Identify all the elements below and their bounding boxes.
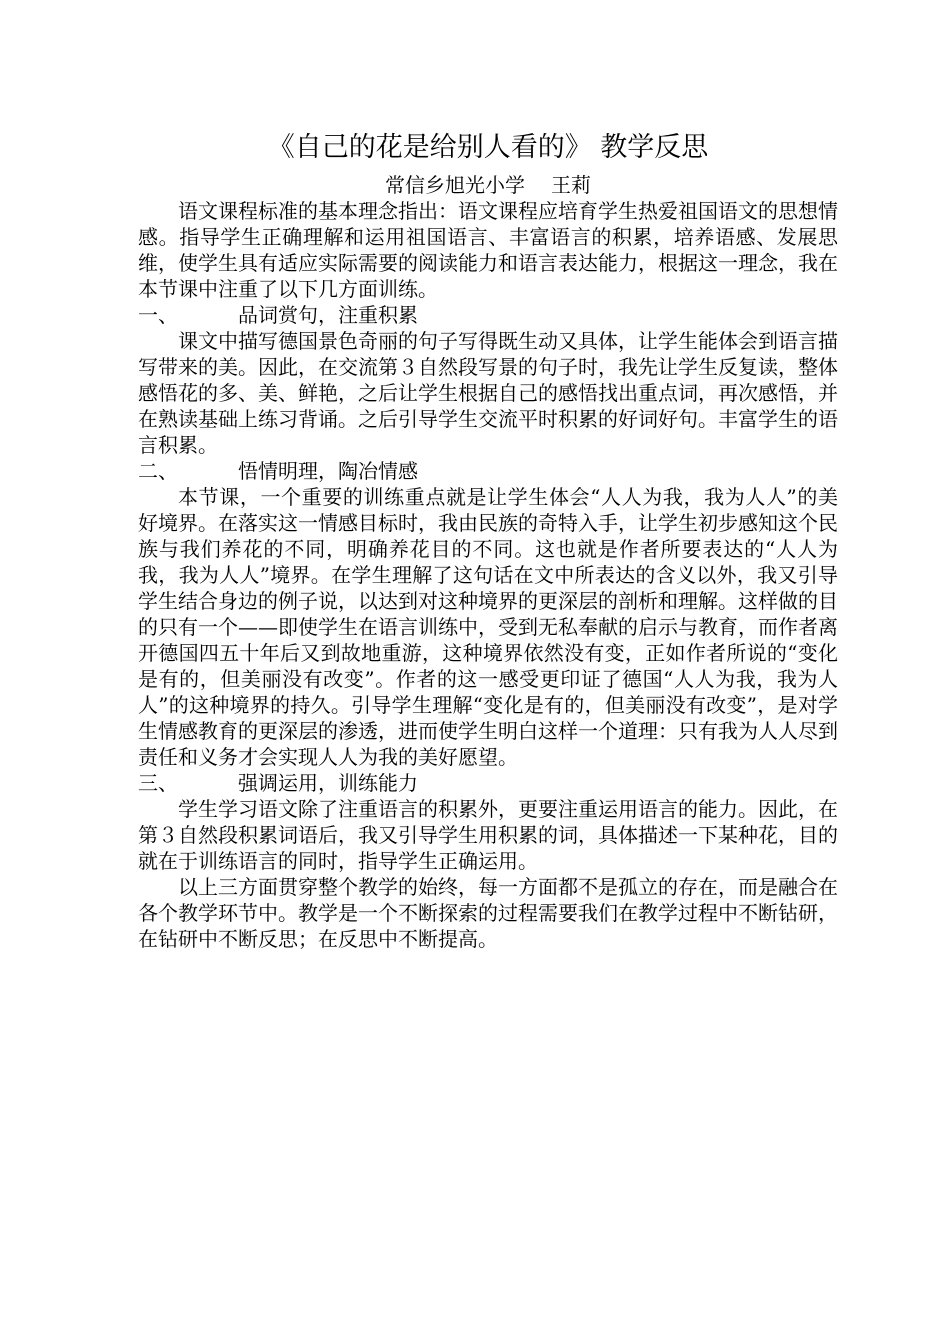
section-number-3: 三、: [138, 771, 178, 795]
section-title-2: 悟情明理，陶冶情感: [238, 459, 418, 483]
section-title-3: 强调运用，训练能力: [238, 771, 418, 795]
section-title-1: 品词赏句，注重积累: [238, 303, 418, 327]
document-title: 《自己的花是给别人看的》 教学反思: [267, 132, 709, 163]
section-body-2: 本节课，一个重要的训练重点就是让学生体会“人人为我，我为人人”的美好境界。在落实这一情感目标时，我由民族的奇特入手，让学生初步感知这个民族与我们养花的不同，明确养花目的不同。这也就是作者所要表达的“人人为我，我为人人”境界。在学生理解了这句话在文中所表达的含义以外，我又引导学生结合身边的例子说，以达到对这种境界的更深层的剖析和理解。这样做的目的只有一个——即使学生在语言训练中，受到无私奉献的启示与教育，而作者离开德国四五十年后又到故地重游，这种境界依然没有变，正如作者所说的“变化是有的，但美丽没有改变”。作者的这一感受更印证了德国“人人为我，我为人人”的这种境界的持久。引导学生理解“变化是有的，但美丽没有改变”，是对学生情感教育的更深层的渗透，进而使学生明白这样一个道理：只有我为人人尽到责任和义务才会实现人人为我的美好愿望。: [138, 485, 838, 769]
section-number-1: 一、: [138, 303, 178, 327]
document-page: [138, 128, 838, 952]
intro-paragraph: 语文课程标准的基本理念指出：语文课程应培育学生热爱祖国语文的思想情感。指导学生正确理解和运用祖国语言、丰富语言的积累，培养语感、发展思维，使学生具有适应实际需要的阅读能力和语言表达能力，根据这一理念，我在本节课中注重了以下几方面训练。: [138, 199, 838, 301]
section-heading-3: [138, 770, 838, 796]
section-heading-1: [138, 302, 838, 328]
author-school: 常信乡旭光小学: [385, 173, 525, 197]
conclusion-paragraph: 以上三方面贯穿整个教学的始终，每一方面都不是孤立的存在，而是融合在各个教学环节中。教学是一个不断探索的过程需要我们在教学过程中不断钻研，在钻研中不断反思；在反思中不断提高。: [138, 875, 838, 951]
section-number-2: 二、: [138, 459, 178, 483]
section-body-3: 学生学习语文除了注重语言的积累外，更要注重运用语言的能力。因此，在第３自然段积累词语后，我又引导学生用积累的词，具体描述一下某种花，目的就在于训练语言的同时，指导学生正确运用。: [138, 797, 838, 873]
section-heading-2: [138, 458, 838, 484]
author-line: [138, 172, 838, 198]
section-body-1: 课文中描写德国景色奇丽的句子写得既生动又具体，让学生能体会到语言描写带来的美。因此，在交流第３自然段写景的句子时，我先让学生反复读，整体感悟花的多、美、鲜艳，之后让学生根据自己的感悟找出重点词，再次感悟，并在熟读基础上练习背诵。之后引导学生交流平时积累的好词好句。丰富学生的语言积累。: [138, 329, 838, 457]
author-name: 王莉: [551, 173, 591, 197]
